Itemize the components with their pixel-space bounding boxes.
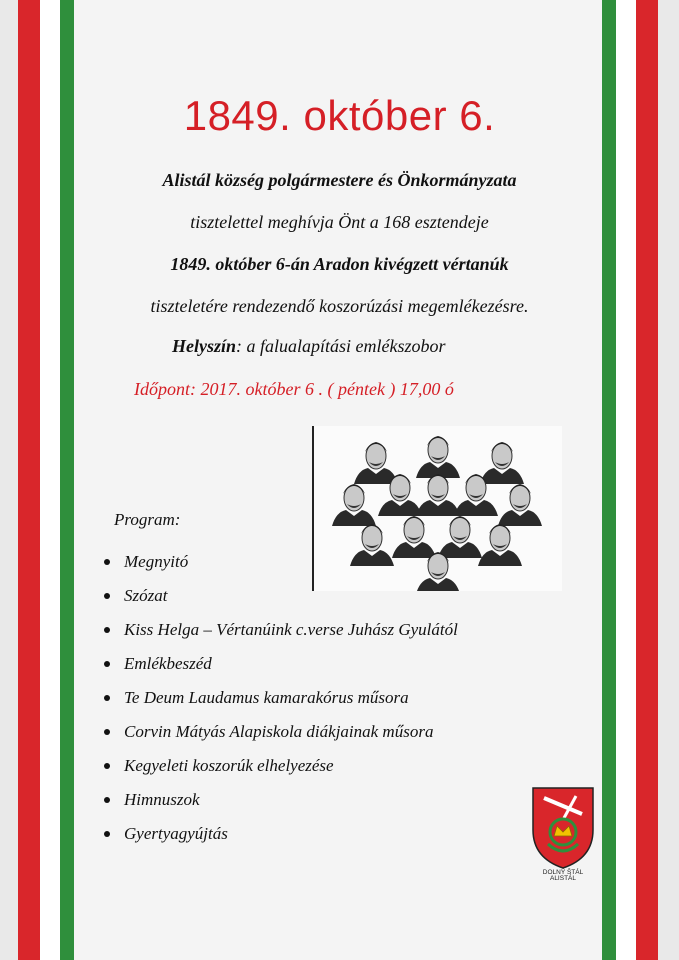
program-list <box>104 550 458 856</box>
right-red-stripe <box>636 0 658 960</box>
program-item: Szózat <box>104 584 458 618</box>
municipal-crest <box>528 784 598 880</box>
venue-label: Helyszín <box>172 336 237 356</box>
invite-line-4: tiszteletére rendezendő koszorúzási megemlékezésre. <box>150 296 529 316</box>
program-item: Emlékbeszéd <box>104 652 458 686</box>
left-green-stripe <box>60 0 74 960</box>
coat-of-arms-icon <box>528 784 598 880</box>
page-edge-left <box>0 0 18 960</box>
crest-caption-1: DOLNÝ ŠTÁL <box>542 869 584 876</box>
right-green-stripe <box>602 0 616 960</box>
invite-line-3: 1849. október 6-án Aradon kivégzett vértanúk <box>170 254 509 274</box>
page-title: 1849. október 6. <box>183 92 496 139</box>
event-time: Időpont: 2017. október 6 . ( péntek ) 17,00 ó <box>134 379 454 399</box>
program-item: Te Deum Laudamus kamarakórus műsora <box>104 686 458 720</box>
left-white-stripe <box>40 0 60 960</box>
program-label: Program: <box>114 510 181 529</box>
program-item: Corvin Mátyás Alapiskola diákjainak műsora <box>104 720 458 754</box>
venue-value: : a falualapítási emlékszobor <box>236 336 446 356</box>
program-item: Kiss Helga – Vértanúink c.verse Juhász Gyulától <box>104 618 458 652</box>
right-white-stripe <box>616 0 636 960</box>
program-item: Megnyitó <box>104 550 458 584</box>
program-item: Kegyeleti koszorúk elhelyezése <box>104 754 458 788</box>
page-edge-right <box>658 0 679 960</box>
left-red-stripe <box>18 0 40 960</box>
program-item: Gyertyagyújtás <box>104 822 458 856</box>
program-item: Himnuszok <box>104 788 458 822</box>
invite-line-1: Alistál község polgármestere és Önkormányzata <box>162 170 517 190</box>
venue-line <box>172 336 446 357</box>
invite-line-2: tisztelettel meghívja Önt a 168 esztendeje <box>190 212 489 232</box>
crest-caption-2: ALISTÁL <box>549 875 577 880</box>
